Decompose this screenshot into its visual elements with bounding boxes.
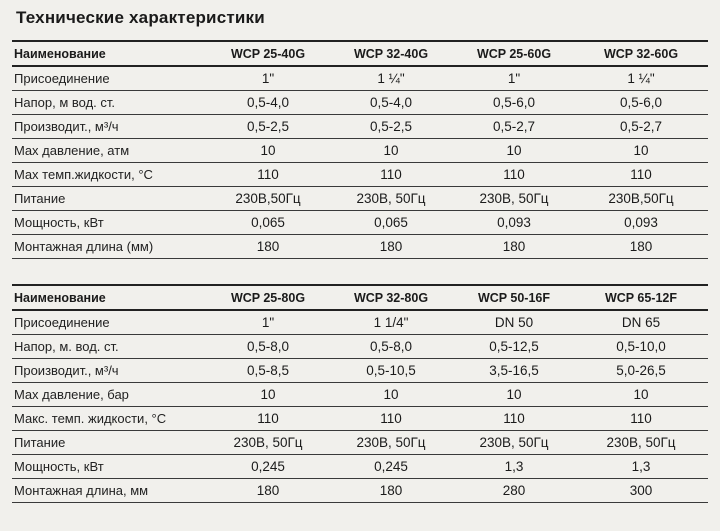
row-label: Мощность, кВт <box>12 211 208 235</box>
row-value: 0,5-12,5 <box>454 335 574 359</box>
row-value: 230В,50Гц <box>208 187 328 211</box>
header-model-3: WCP 25-60G <box>454 41 574 66</box>
header-name-column: Наименование <box>12 41 208 66</box>
table-row <box>12 335 708 359</box>
row-value: 180 <box>454 235 574 259</box>
row-value: 0,093 <box>454 211 574 235</box>
row-value: DN 50 <box>454 310 574 335</box>
row-value: 10 <box>208 139 328 163</box>
row-value: 230В, 50Гц <box>574 431 708 455</box>
table-row <box>12 187 708 211</box>
table-row <box>12 235 708 259</box>
row-value: 0,5-8,0 <box>328 335 454 359</box>
table-row <box>12 431 708 455</box>
table-row <box>12 479 708 503</box>
row-value: 0,5-6,0 <box>574 91 708 115</box>
row-value: 300 <box>574 479 708 503</box>
row-value: 0,5-2,5 <box>208 115 328 139</box>
row-label: Питание <box>12 431 208 455</box>
row-value: 230В,50Гц <box>574 187 708 211</box>
row-label: Max давление, бар <box>12 383 208 407</box>
header-model-4: WCP 32-60G <box>574 41 708 66</box>
row-value: 180 <box>208 479 328 503</box>
row-value: 110 <box>454 163 574 187</box>
row-value: 110 <box>208 407 328 431</box>
row-label: Max давление, атм <box>12 139 208 163</box>
row-value: 1" <box>208 66 328 91</box>
header-model-1: WCP 25-40G <box>208 41 328 66</box>
spec-table-1 <box>12 40 708 259</box>
table-row <box>12 407 708 431</box>
row-value: 0,093 <box>574 211 708 235</box>
row-value: 0,5-8,5 <box>208 359 328 383</box>
spec-table-2 <box>12 284 708 503</box>
row-value: 1" <box>208 310 328 335</box>
row-value: 10 <box>454 139 574 163</box>
row-value: 0,5-2,5 <box>328 115 454 139</box>
table-row <box>12 455 708 479</box>
row-label: Макс. темп. жидкости, °С <box>12 407 208 431</box>
row-label: Напор, м вод. ст. <box>12 91 208 115</box>
table-row <box>12 359 708 383</box>
header-model-3: WCP 50-16F <box>454 285 574 310</box>
table-header-row <box>12 285 708 310</box>
row-value: 230В, 50Гц <box>328 187 454 211</box>
row-value: 0,5-2,7 <box>574 115 708 139</box>
row-value: 0,5-10,0 <box>574 335 708 359</box>
row-value: 110 <box>574 407 708 431</box>
row-value: 1,3 <box>574 455 708 479</box>
table-row <box>12 163 708 187</box>
table-row <box>12 139 708 163</box>
row-value: 1,3 <box>454 455 574 479</box>
row-value: 230В, 50Гц <box>454 431 574 455</box>
row-label: Присоединение <box>12 310 208 335</box>
row-value: 0,065 <box>328 211 454 235</box>
table-row <box>12 66 708 91</box>
row-value: 110 <box>328 407 454 431</box>
header-model-1: WCP 25-80G <box>208 285 328 310</box>
row-value: 0,245 <box>208 455 328 479</box>
table-header-row <box>12 41 708 66</box>
table-row <box>12 211 708 235</box>
row-value: 180 <box>328 479 454 503</box>
header-model-4: WCP 65-12F <box>574 285 708 310</box>
table-row <box>12 383 708 407</box>
row-value: 0,5-4,0 <box>328 91 454 115</box>
row-value: 1 ¼" <box>574 66 708 91</box>
row-label: Производит., м³/ч <box>12 115 208 139</box>
row-value: 10 <box>574 139 708 163</box>
row-label: Напор, м. вод. ст. <box>12 335 208 359</box>
table-row <box>12 91 708 115</box>
row-label: Производит., м³/ч <box>12 359 208 383</box>
row-value: 180 <box>208 235 328 259</box>
table-row <box>12 310 708 335</box>
row-value: 0,5-8,0 <box>208 335 328 359</box>
row-value: 0,5-4,0 <box>208 91 328 115</box>
row-value: 230В, 50Гц <box>454 187 574 211</box>
row-value: 1 1/4" <box>328 310 454 335</box>
row-label: Питание <box>12 187 208 211</box>
row-value: 280 <box>454 479 574 503</box>
header-name-column: Наименование <box>12 285 208 310</box>
page-title: Технические характеристики <box>16 8 265 27</box>
row-value: 0,5-10,5 <box>328 359 454 383</box>
row-label: Мощность, кВт <box>12 455 208 479</box>
header-model-2: WCP 32-80G <box>328 285 454 310</box>
row-label: Max темп.жидкости, °С <box>12 163 208 187</box>
row-value: 0,5-6,0 <box>454 91 574 115</box>
row-value: 10 <box>328 383 454 407</box>
row-value: 230В, 50Гц <box>328 431 454 455</box>
row-value: 110 <box>328 163 454 187</box>
row-value: 10 <box>208 383 328 407</box>
row-value: 0,5-2,7 <box>454 115 574 139</box>
row-value: DN 65 <box>574 310 708 335</box>
row-value: 110 <box>454 407 574 431</box>
row-value: 110 <box>208 163 328 187</box>
header-model-2: WCP 32-40G <box>328 41 454 66</box>
row-value: 0,065 <box>208 211 328 235</box>
row-label: Присоединение <box>12 66 208 91</box>
row-value: 10 <box>454 383 574 407</box>
row-label: Монтажная длина, мм <box>12 479 208 503</box>
row-value: 1" <box>454 66 574 91</box>
row-value: 5,0-26,5 <box>574 359 708 383</box>
row-value: 180 <box>574 235 708 259</box>
row-value: 1 ¼" <box>328 66 454 91</box>
table-row <box>12 115 708 139</box>
row-value: 230В, 50Гц <box>208 431 328 455</box>
row-value: 10 <box>328 139 454 163</box>
row-label: Монтажная длина (мм) <box>12 235 208 259</box>
row-value: 3,5-16,5 <box>454 359 574 383</box>
row-value: 110 <box>574 163 708 187</box>
row-value: 180 <box>328 235 454 259</box>
row-value: 10 <box>574 383 708 407</box>
row-value: 0,245 <box>328 455 454 479</box>
